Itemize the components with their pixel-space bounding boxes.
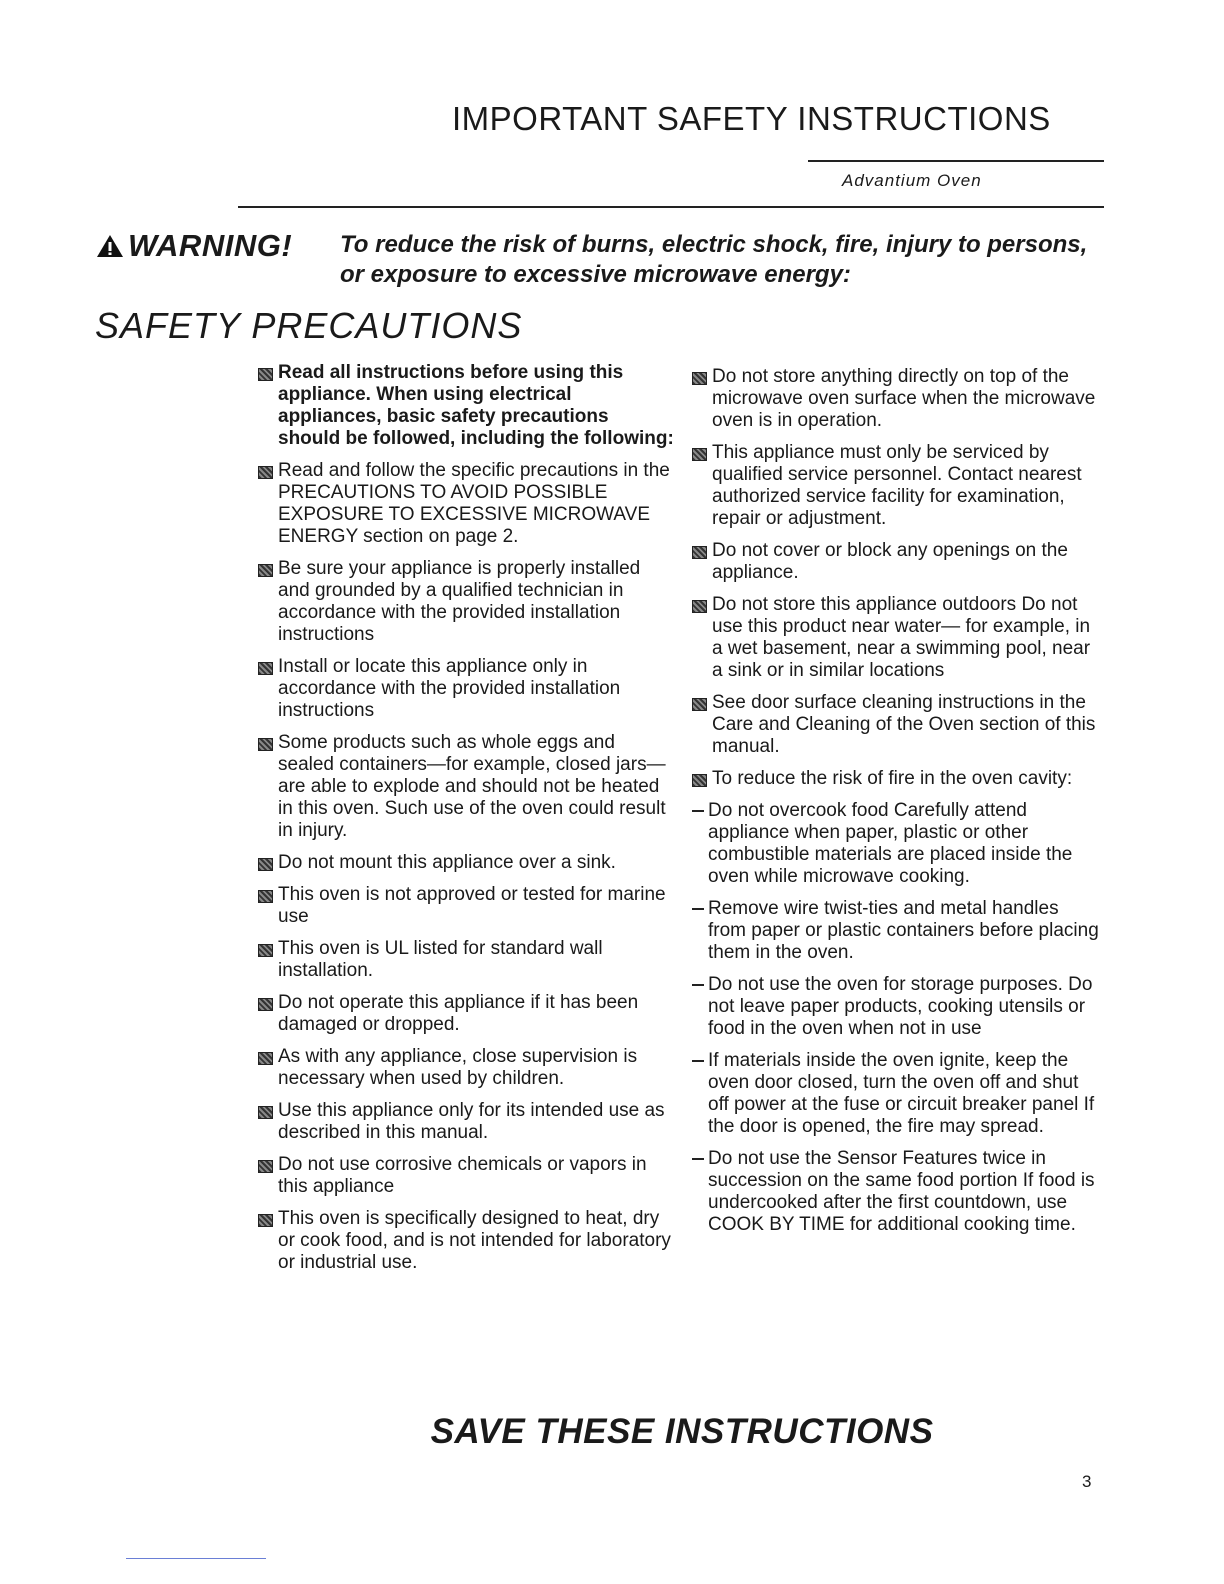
dash-list-item: Remove wire twist-ties and metal handles from paper or plastic containers before placing them in the oven. xyxy=(690,898,1100,964)
dash-bullet-icon xyxy=(692,908,704,910)
square-bullet-icon xyxy=(258,890,273,903)
square-bullet-icon xyxy=(258,1160,273,1173)
square-bullet-icon xyxy=(692,372,707,385)
list-item: This oven is not approved or tested for marine use xyxy=(256,884,676,928)
dash-bullet-icon xyxy=(692,1060,704,1062)
square-bullet-icon xyxy=(258,944,273,957)
square-bullet-icon xyxy=(692,698,707,711)
list-item: Some products such as whole eggs and sealed containers—for example, closed jars—are able to explode and should not be heated in this oven. Such use of the oven could result in injury. xyxy=(256,732,676,842)
dash-list-item: Do not use the Sensor Features twice in succession on the same food portion If food is undercooked after the first countdown, use COOK BY TIME for additional cooking time. xyxy=(690,1148,1100,1236)
warning-label: WARNING! xyxy=(128,228,293,263)
list-item: Be sure your appliance is properly installed and grounded by a qualified technician in accordance with the provided installation instructions xyxy=(256,558,676,646)
square-bullet-icon xyxy=(258,998,273,1011)
list-item: Do not use corrosive chemicals or vapors in this appliance xyxy=(256,1154,676,1198)
square-bullet-icon xyxy=(258,466,273,479)
square-bullet-icon xyxy=(692,600,707,613)
list-item: This oven is specifically designed to heat, dry or cook food, and is not intended for laboratory or industrial use. xyxy=(256,1208,676,1274)
list-item: Do not operate this appliance if it has been damaged or dropped. xyxy=(256,992,676,1036)
list-item: Do not store anything directly on top of the microwave oven surface when the microwave oven is in operation. xyxy=(690,366,1100,432)
list-item: Do not store this appliance outdoors Do not use this product near water— for example, in a wet basement, near a swimming pool, near a sink or in similar locations xyxy=(690,594,1100,682)
dash-bullet-icon xyxy=(692,810,704,812)
square-bullet-icon xyxy=(692,774,707,787)
list-item: Read all instructions before using this appliance. When using electrical appliances, basic safety precautions should be followed, including the following: xyxy=(256,362,676,450)
list-item: Use this appliance only for its intended use as described in this manual. xyxy=(256,1100,676,1144)
dash-list-item: Do not use the oven for storage purposes. Do not leave paper products, cooking utensils or food in the oven when not in use xyxy=(690,974,1100,1040)
list-item: Do not cover or block any openings on the appliance. xyxy=(690,540,1100,584)
footer-title: SAVE THESE INSTRUCTIONS xyxy=(430,1412,934,1451)
square-bullet-icon xyxy=(258,858,273,871)
left-column xyxy=(256,362,676,1274)
list-item: Install or locate this appliance only in accordance with the provided installation instructions xyxy=(256,656,676,722)
list-item: As with any appliance, close supervision is necessary when used by children. xyxy=(256,1046,676,1090)
dash-list-item: Do not overcook food Carefully attend appliance when paper, plastic or other combustible materials are placed inside the oven while microwave cooking. xyxy=(690,800,1100,888)
warning-triangle-icon xyxy=(96,234,124,258)
right-column xyxy=(690,366,1100,1236)
header-rule-short xyxy=(808,160,1104,162)
page-number: 3 xyxy=(1082,1472,1092,1491)
square-bullet-icon xyxy=(692,546,707,559)
page-title: IMPORTANT SAFETY INSTRUCTIONS xyxy=(452,100,1051,137)
square-bullet-icon xyxy=(692,448,707,461)
dash-list-item: If materials inside the oven ignite, keep the oven door closed, turn the oven off and shut off power at the fuse or circuit breaker panel If the door is opened, the fire may spread. xyxy=(690,1050,1100,1138)
product-subtitle: Advantium Oven xyxy=(842,171,982,190)
dash-bullet-icon xyxy=(692,1158,704,1160)
square-bullet-icon xyxy=(258,368,273,381)
square-bullet-icon xyxy=(258,1214,273,1227)
square-bullet-icon xyxy=(258,738,273,751)
warning-block xyxy=(96,228,292,264)
list-item: This oven is UL listed for standard wall installation. xyxy=(256,938,676,982)
list-item: To reduce the risk of fire in the oven cavity: xyxy=(690,768,1100,790)
dash-bullet-icon xyxy=(692,984,704,986)
list-item: Do not mount this appliance over a sink. xyxy=(256,852,676,874)
bottom-rule xyxy=(126,1558,266,1559)
header-rule-long xyxy=(238,206,1104,208)
square-bullet-icon xyxy=(258,662,273,675)
warning-text: To reduce the risk of burns, electric shock, fire, injury to persons, or exposure to excessive microwave energy: xyxy=(340,231,1088,288)
square-bullet-icon xyxy=(258,1106,273,1119)
list-item: Read and follow the specific precautions in the PRECAUTIONS TO AVOID POSSIBLE EXPOSURE TO EXCESSIVE MICROWAVE ENERGY section on page 2. xyxy=(256,460,676,548)
square-bullet-icon xyxy=(258,1052,273,1065)
section-heading: SAFETY PRECAUTIONS xyxy=(95,305,523,346)
list-item: See door surface cleaning instructions in the Care and Cleaning of the Oven section of this manual. xyxy=(690,692,1100,758)
list-item: This appliance must only be serviced by qualified service personnel. Contact nearest authorized service facility for examination, repair or adjustment. xyxy=(690,442,1100,530)
square-bullet-icon xyxy=(258,564,273,577)
